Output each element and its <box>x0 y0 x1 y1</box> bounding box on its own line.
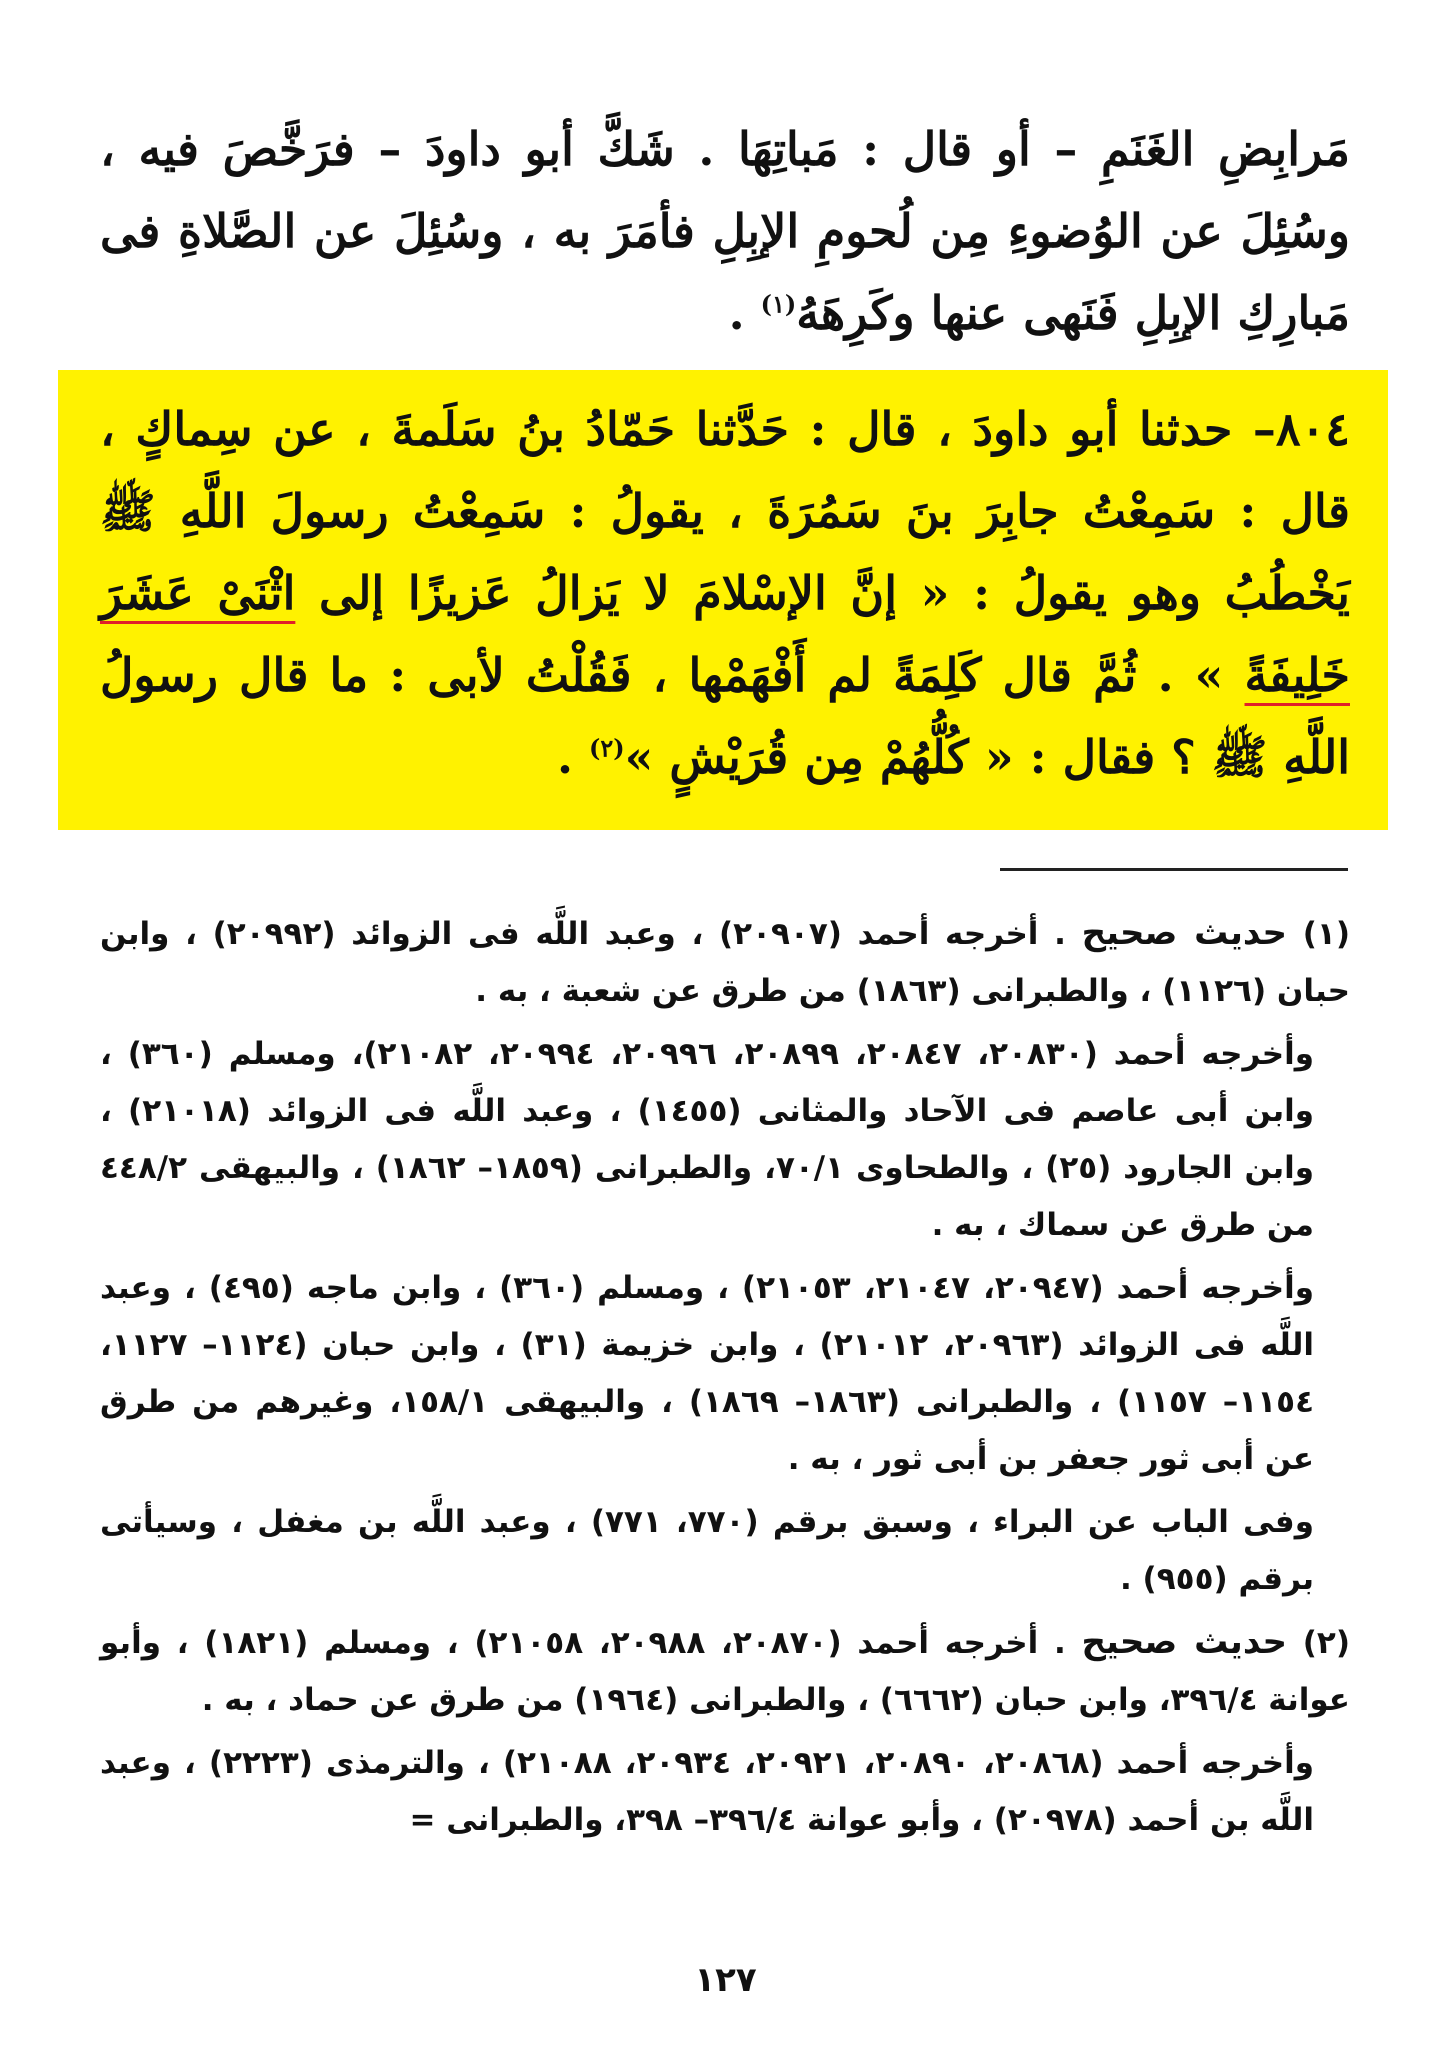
footnote-ref-1: (١) <box>760 289 797 319</box>
intro-text: مَرابِضِ الغَنَمِ – أو قال : مَباتِهَا . شَكَّ أبو داودَ – فرَخَّصَ فيه ، وسُئِلَ عن الوُضوءِ مِن لُحومِ الإبِلِ فأمَرَ به ، وسُئِلَ عن الصَّلاةِ فى مَبارِكِ الإبِلِ فَنَهى عنها وكَرِهَهُ <box>100 122 1350 340</box>
hadith-text-after: » . ثُمَّ قال كَلِمَةً لم أَفْهَمْها ، فَقُلْتُ لأبى : ما قال رسولُ اللَّهِ ﷺ ؟ فقال : « كُلُّهُمْ مِن قُرَيْشٍ » <box>100 648 1350 784</box>
underlined-phrase: اثْنَىْ عَشَرَ خَلِيفَةً <box>100 566 1350 702</box>
footnote-1-para-2: وأخرجه أحمد (٢٠٨٣٠، ٢٠٨٤٧، ٢٠٨٩٩، ٢٠٩٩٦، ٢٠٩٩٤، ٢١٠٨٢)، ومسلم (٣٦٠) ، وابن أبى عاصم فى الآحاد والمثانى (١٤٥٥) ، وعبد اللَّه فى الزوائد (٢١٠١٨) ، وابن الجارود (٢٥) ، والطحاوى ٧٠/١، والطبرانى (١٨٥٩– ١٨٦٢) ، والبيهقى ٤٤٨/٢ من طرق عن سماك ، به . <box>100 1036 1315 1243</box>
hadith-end: . <box>556 730 589 784</box>
intro-text-line <box>100 108 1350 354</box>
footnote-ref-2: (٢) <box>588 733 625 763</box>
footnote-2-label: حديث صحيح <box>1081 1622 1287 1662</box>
footnote-1-para-4: وفى الباب عن البراء ، وسبق برقم (٧٧٠، ٧٧١) ، وعبد اللَّه بن مغفل ، وسيأتى برقم (٩٥٥) . <box>100 1504 1314 1597</box>
footnote-divider <box>1000 868 1348 871</box>
intro-paragraph <box>100 108 1350 354</box>
footnotes-section <box>100 905 1350 1855</box>
footnote-1-number: (١) <box>1302 916 1351 952</box>
footnote-1-text: . أخرجه أحمد (٢٠٩٠٧) ، وعبد اللَّه فى الزوائد (٢٠٩٩٢) ، وابن حبان (١١٢٦) ، والطبرانى (١٨٦٣) من طرق عن شعبة ، به . <box>100 916 1350 1009</box>
hadith-number: ٨٠٤– <box>1252 402 1350 456</box>
hadith-paragraph <box>100 388 1350 798</box>
footnote-1 <box>100 905 1350 1020</box>
footnote-2-number: (٢) <box>1302 1625 1350 1661</box>
footnote-2 <box>100 1614 1350 1729</box>
footnote-1-label: حديث صحيح <box>1081 913 1288 953</box>
hadith-text-line <box>100 388 1350 798</box>
footnote-2-para-2: وأخرجه أحمد (٢٠٨٦٨، ٢٠٨٩٠، ٢٠٩٢١، ٢٠٩٣٤، ٢١٠٨٨) ، والترمذى (٢٢٢٣) ، وعبد اللَّه بن أحمد (٢٠٩٧٨) ، وأبو عوانة ٣٩٦/٤– ٣٩٨، والطبرانى = <box>100 1745 1314 1838</box>
footnote-2-text: . أخرجه أحمد (٢٠٨٧٠، ٢٠٩٨٨، ٢١٠٥٨) ، ومسلم (١٨٢١) ، وأبو عوانة ٣٩٦/٤، وابن حبان (٦٦٦٢) ، والطبرانى (١٩٦٤) من طرق عن حماد ، به . <box>100 1625 1350 1718</box>
page-number: ١٢٧ <box>694 1960 757 2000</box>
footnote-1-para-3: وأخرجه أحمد (٢٠٩٤٧، ٢١٠٤٧، ٢١٠٥٣) ، ومسلم (٣٦٠) ، وابن ماجه (٤٩٥) ، وعبد اللَّه فى الزوائد (٢٠٩٦٣، ٢١٠١٢) ، وابن خزيمة (٣١) ، وابن حبان (١١٢٤– ١١٢٧، ١١٥٤– ١١٥٧) ، والطبرانى (١٨٦٣– ١٨٦٩) ، والبيهقى ١٥٨/١، وغيرهم من طرق عن أبى ثور جعفر بن أبى ثور ، به . <box>100 1270 1315 1477</box>
hadith-text-before: حدثنا أبو داودَ ، قال : حَدَّثنا حَمّادُ بنُ سَلَمةَ ، عن سِماكٍ ، قال : سَمِعْتُ جابِرَ بنَ سَمُرَةَ ، يقولُ : سَمِعْتُ رسولَ اللَّهِ ﷺ يَخْطُبُ وهو يقولُ : « إنَّ الإسْلامَ لا يَزالُ عَزيزًا إلى <box>100 402 1350 620</box>
intro-end: . <box>728 286 761 340</box>
